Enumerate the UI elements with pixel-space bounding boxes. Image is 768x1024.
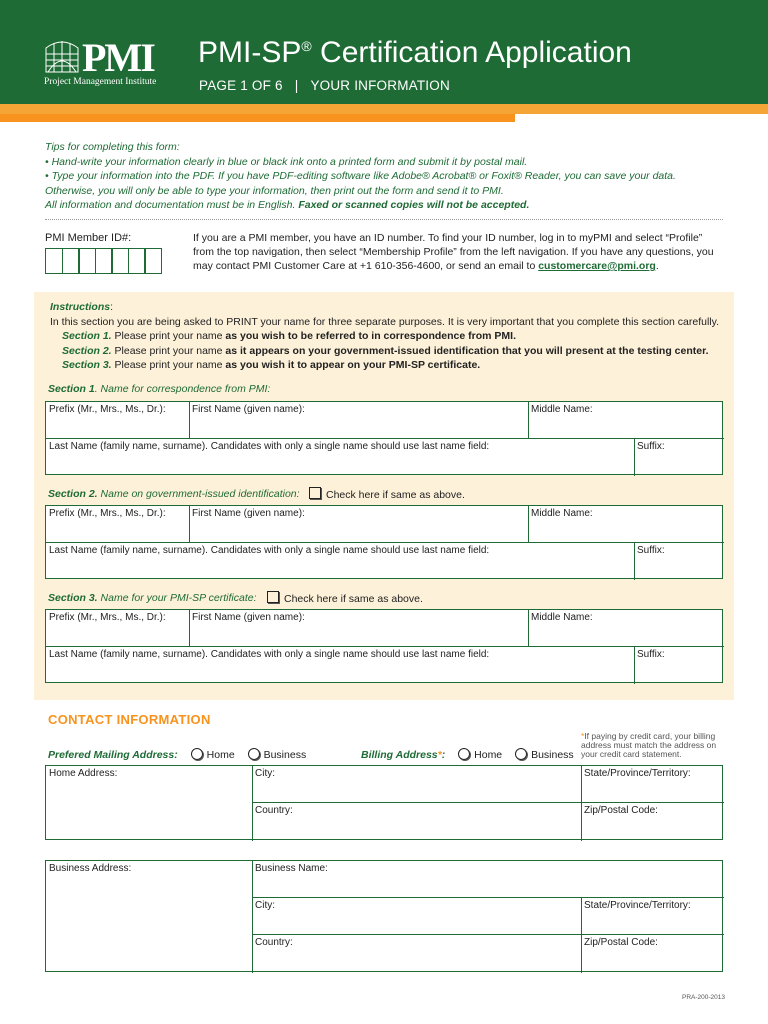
- id-digit-box[interactable]: [144, 248, 162, 274]
- business-zip-field[interactable]: Zip/Postal Code:: [584, 937, 658, 948]
- home-address-field[interactable]: Home Address:: [49, 768, 118, 779]
- header-accent-stripe: [0, 114, 515, 122]
- member-id-help: If you are a PMI member, you have an ID number. To find your ID number, log in to myPMI and select “Profile” from the top navigation, then select “Membership Profile” from the left navigation. If you have any questions, you may contact PMI Customer Care at +1 610-356-4600, or send an email to customercare@pmi.org.: [193, 232, 714, 272]
- pref-home-radio[interactable]: Home: [181, 749, 235, 761]
- last-name-field[interactable]: Last Name (family name, surname). Candidates with only a single name should use last name field:: [49, 649, 490, 660]
- logo-subtitle: Project Management Institute: [44, 77, 157, 87]
- section2-name-grid: [45, 505, 723, 579]
- section1-heading: Section 1. Name for correspondence from PMI:: [48, 383, 271, 395]
- checkbox-icon: [267, 591, 279, 603]
- tip-english-note: All information and documentation must be in English. Faxed or scanned copies will not be accepted.: [45, 199, 530, 211]
- tips-heading: Tips for completing this form:: [45, 141, 180, 153]
- form-code: PRA-200-2013: [682, 994, 725, 1001]
- instructions-block: Instructions: In this section you are being asked to PRINT your name for three separate purposes. It is very important that you complete this section carefully. Section 1. Please print your name as you wish to be referred to in correspondence from PMI. Section 2. Please print your name as it appears on your government-issued identification that you will present at the testing center. Section 3. Please print your name as you wish it to appear on your PMI-SP certificate.: [50, 300, 730, 373]
- subtitle-separator: |: [294, 78, 299, 93]
- middle-name-field[interactable]: Middle Name:: [531, 612, 593, 623]
- preferred-mailing-row: [48, 748, 306, 761]
- member-id-label: PMI Member ID#:: [45, 232, 132, 244]
- last-name-field[interactable]: Last Name (family name, surname). Candidates with only a single name should use last name field:: [49, 545, 490, 556]
- middle-name-field[interactable]: Middle Name:: [531, 508, 593, 519]
- divider: [45, 219, 723, 220]
- last-name-field[interactable]: Last Name (family name, surname). Candidates with only a single name should use last name field:: [49, 441, 490, 452]
- section1-name-grid: [45, 401, 723, 475]
- contact-information-heading: CONTACT INFORMATION: [48, 712, 211, 727]
- fax-warning: Faxed or scanned copies will not be accepted.: [298, 199, 530, 211]
- logo-letters: PMI: [82, 35, 154, 80]
- billing-address-row: [361, 748, 574, 761]
- home-zip-field[interactable]: Zip/Postal Code:: [584, 805, 658, 816]
- business-name-field[interactable]: Business Name:: [255, 863, 328, 874]
- pmi-logo: [44, 35, 168, 87]
- preferred-mailing-label: Prefered Mailing Address:: [48, 749, 178, 761]
- globe-logo-icon: [44, 40, 80, 74]
- header-accent-stripe: [0, 104, 768, 114]
- tips-block: [45, 140, 725, 213]
- radio-icon: [515, 748, 527, 760]
- member-id-input[interactable]: [45, 248, 161, 274]
- registered-mark: ®: [301, 38, 312, 54]
- radio-icon: [248, 748, 260, 760]
- middle-name-field[interactable]: Middle Name:: [531, 404, 593, 415]
- instructions-intro: In this section you are being asked to PRINT your name for three separate purposes. It is very important that you complete this section carefully.: [50, 315, 720, 328]
- first-name-field[interactable]: First Name (given name):: [192, 508, 305, 519]
- billing-note: *If paying by credit card, your billing address must match the address on your credit card statement.: [581, 731, 717, 759]
- section3-name-grid: [45, 609, 723, 683]
- section-label: YOUR INFORMATION: [310, 78, 450, 93]
- title-rest: Certification Application: [311, 36, 632, 69]
- tip-item: • Hand-write your information clearly in blue or black ink onto a printed form and submit it by postal mail.: [45, 155, 528, 168]
- id-digit-box[interactable]: [128, 248, 146, 274]
- section2-heading: Section 2. Name on government-issued identification:: [48, 488, 300, 500]
- page-subtitle: [199, 78, 450, 93]
- home-city-field[interactable]: City:: [255, 768, 275, 779]
- billing-address-label: Billing Address*:: [361, 749, 446, 761]
- suffix-field[interactable]: Suffix:: [637, 545, 665, 556]
- billing-home-radio[interactable]: Home: [448, 749, 502, 761]
- first-name-field[interactable]: First Name (given name):: [192, 612, 305, 623]
- customer-care-email-link[interactable]: customercare@pmi.org: [538, 260, 656, 272]
- home-state-field[interactable]: State/Province/Territory:: [584, 768, 691, 779]
- id-digit-box[interactable]: [95, 248, 113, 274]
- id-digit-box[interactable]: [78, 248, 96, 274]
- pref-business-radio[interactable]: Business: [238, 749, 307, 761]
- instructions-label: Instructions: [50, 301, 111, 313]
- section2-same-checkbox[interactable]: Check here if same as above.: [309, 487, 465, 501]
- prefix-field[interactable]: Prefix (Mr., Mrs., Ms., Dr.):: [49, 612, 166, 623]
- first-name-field[interactable]: First Name (given name):: [192, 404, 305, 415]
- billing-business-radio[interactable]: Business: [505, 749, 574, 761]
- id-digit-box[interactable]: [62, 248, 80, 274]
- home-address-grid: [45, 765, 723, 840]
- business-address-grid: [45, 860, 723, 972]
- id-digit-box[interactable]: [111, 248, 129, 274]
- business-state-field[interactable]: State/Province/Territory:: [584, 900, 691, 911]
- prefix-field[interactable]: Prefix (Mr., Mrs., Ms., Dr.):: [49, 404, 166, 415]
- page-title: [198, 36, 632, 70]
- page-indicator: PAGE 1 OF 6: [199, 78, 283, 93]
- id-digit-box[interactable]: [45, 248, 63, 274]
- checkbox-icon: [309, 487, 321, 499]
- business-address-field[interactable]: Business Address:: [49, 863, 132, 874]
- business-city-field[interactable]: City:: [255, 900, 275, 911]
- section3-heading: Section 3. Name for your PMI-SP certificate:: [48, 592, 257, 604]
- suffix-field[interactable]: Suffix:: [637, 441, 665, 452]
- radio-icon: [458, 748, 470, 760]
- radio-icon: [191, 748, 203, 760]
- suffix-field[interactable]: Suffix:: [637, 649, 665, 660]
- section3-same-checkbox[interactable]: Check here if same as above.: [267, 591, 423, 605]
- business-country-field[interactable]: Country:: [255, 937, 293, 948]
- title-main: PMI-SP: [198, 36, 302, 69]
- home-country-field[interactable]: Country:: [255, 805, 293, 816]
- prefix-field[interactable]: Prefix (Mr., Mrs., Ms., Dr.):: [49, 508, 166, 519]
- tip-item: • Type your information into the PDF. If you have PDF-editing software like Adobe® Acrobat® or Foxit® Reader, you can save your data. Otherwise, you will only be able to type your information, then print out the form and send it to PMI.: [45, 170, 676, 197]
